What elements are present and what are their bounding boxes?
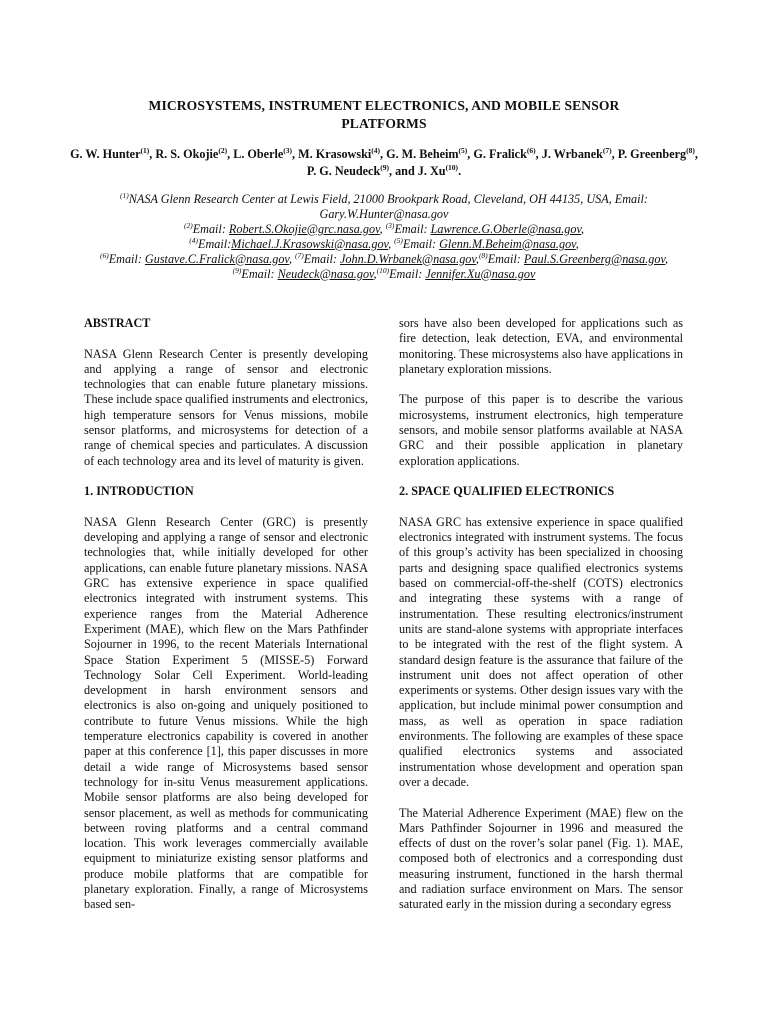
author-marker: (8) [686, 146, 695, 155]
email-address: Michael.J.Krasowski@nasa.gov [231, 236, 389, 251]
email-address: Neudeck@nasa.gov [277, 266, 374, 281]
affiliation-line [40, 192, 728, 207]
affiliation-block [40, 192, 728, 281]
block-gap [84, 469, 368, 484]
block-gap [399, 377, 683, 392]
email-marker: (8) [478, 250, 488, 260]
section-heading: 2. SPACE QUALIFIED ELECTRONICS [399, 484, 615, 499]
block-gap [84, 331, 368, 346]
author-name: R. S. Okojie [155, 147, 219, 161]
email-marker: (10) [376, 265, 390, 275]
block-gap [399, 790, 683, 805]
author-name: P. Greenberg [617, 147, 687, 161]
email-address: Jennifer.Xu@nasa.gov [425, 266, 536, 281]
email-separator: , [580, 221, 585, 236]
author-marker: (2) [218, 146, 228, 155]
email-address: Gustave.C.Fralick@nasa.gov [144, 251, 289, 266]
email-separator: , [388, 236, 395, 251]
author-marker: (4) [371, 146, 381, 155]
email-marker: (5) [394, 235, 403, 245]
email-marker: (7) [295, 250, 304, 260]
author-name: G. M. Beheim [386, 147, 459, 161]
author-separator: , [149, 147, 156, 161]
author-name: J. Xu [417, 163, 446, 178]
email-marker: (3) [385, 220, 395, 230]
author-separator: , [292, 147, 299, 161]
author-marker: (9) [380, 162, 389, 172]
author-separator: , [467, 147, 474, 161]
email-lines [40, 222, 728, 282]
email-label: Email: [389, 266, 426, 281]
author-list [70, 146, 698, 179]
email-marker: (6) [99, 250, 109, 260]
block-gap [399, 469, 683, 484]
email-marker: (2) [183, 220, 193, 230]
email-address: Paul.S.Greenberg@nasa.gov [523, 251, 665, 266]
email-line [40, 252, 728, 267]
email-separator: , [575, 236, 579, 251]
author-name: P. G. Neudeck [306, 163, 381, 178]
email-separator: , [288, 251, 296, 266]
author-marker: (7) [602, 146, 612, 155]
author-separator: , [535, 147, 542, 161]
author-name: L. Oberle [233, 147, 284, 161]
block-gap [399, 500, 683, 515]
email-separator: , [379, 221, 386, 236]
author-name: M. Krasowski [298, 147, 372, 161]
email-label: Email: [192, 221, 229, 236]
author-separator: , and [388, 163, 418, 178]
email-separator: , [373, 266, 377, 281]
email-address: Lawrence.G.Oberle@nasa.gov [430, 221, 581, 236]
author-marker: (1) [140, 146, 150, 155]
body-paragraph: The purpose of this paper is to describe the various microsystems, instrument electronics, high temperature sensors, and mobile sensor platforms available at NASA GRC and their possible application in planetary exploration applications. [399, 392, 683, 468]
email-address: Glenn.M.Beheim@nasa.gov [439, 236, 576, 251]
author-name: J. Wrbanek [541, 147, 603, 161]
email-address: Robert.S.Okojie@grc.nasa.gov [228, 221, 380, 236]
affiliation-marker: (1) [120, 191, 129, 200]
author-separator: . [458, 163, 462, 178]
email-line [40, 237, 728, 252]
author-separator: , [227, 147, 234, 161]
section-heading: 1. INTRODUCTION [84, 484, 194, 499]
email-line [40, 267, 728, 282]
email-label: Email: [108, 251, 145, 266]
email-label: Email: [198, 236, 232, 251]
email-label: Email: [303, 251, 340, 266]
body-paragraph: The Material Adherence Experiment (MAE) flew on the Mars Pathfinder Sojourner in 1996 and measured the effects of dust on the rover’s solar panel (Fig. 1). MAE, composed both of electronics and a corresponding dust measuring instrument, functioned in the harsh thermal and radiation surface environment on Mars. The sensor saturated early in the mission during a secondary egress [399, 805, 683, 912]
title-line-1: MICROSYSTEMS, INSTRUMENT ELECTRONICS, AND MOBILE SENSOR [148, 98, 620, 113]
email-address: John.D.Wrbanek@nasa.gov [340, 251, 476, 266]
body-paragraph: sors have also been developed for applications such as fire detection, leak detection, EVA, and environmental monitoring. These microsystems also have applications in planetary exploration missions. [399, 316, 683, 376]
left-column [84, 316, 368, 913]
author-name: G. Fralick [473, 147, 527, 161]
title-line-2: PLATFORMS [341, 116, 427, 131]
email-label: Email: [487, 251, 524, 266]
email-separator: , [475, 251, 479, 266]
right-column [399, 316, 683, 913]
author-marker: (10) [445, 162, 459, 172]
affiliation-text: NASA Glenn Research Center at Lewis Field, 21000 Brookpark Road, Cleveland, OH 44135, USA, Email: [128, 192, 648, 206]
email-separator: , [664, 251, 669, 266]
author-marker: (6) [526, 146, 536, 155]
email-label: Email: [394, 221, 431, 236]
section-heading: ABSTRACT [84, 316, 151, 330]
body-paragraph: NASA Glenn Research Center is presently developing and applying a range of sensor and electronic technologies that can enable future planetary missions. These include space qualified instruments and electronics, high temperature sensors for Venus missions, mobile sensor platforms, and microsystems for detection of a range of chemical species and particulates. A discussion of each technology area and its level of maturity is given. [84, 346, 368, 468]
email-line [40, 222, 728, 237]
author-marker: (5) [458, 146, 468, 155]
body-paragraph: NASA Glenn Research Center (GRC) is presently developing and applying a range of sensor and electronic technologies that, while initially developed for other applications, can enable future planetary missions. NASA GRC has extensive experience in space qualified electronics integrated with instrument systems. This experience ranges from the Material Adherence Experiment (MAE), which flew on the Mars Pathfinder Sojourner in 1996, to the recent Materials International Space Station Experiment 5 (MISSE-5) Forward Technology Solar Cell Experiment. World-leading development in harsh environment sensors and electronics is also on-going and uniquely positioned to contribute to future Venus missions. While the high temperature electronics capability is covered in another paper at this conference [1], this paper discusses in more detail a wide range of Microsystems based sensor technology for in-situ Venus measurement applications. Mobile sensor platforms are also being developed for sensor placement, as well as methods for communicating between roving platforms and a central command location. This work leverages commercially available equipment to miniaturize existing sensor platforms and produce mobile platforms that are compatible for planetary exploration. Finally, a range of Microsystems based sen- [84, 514, 368, 912]
paper-title [90, 97, 678, 133]
email-label: Email: [241, 266, 278, 281]
email-marker: (4) [189, 235, 198, 245]
affiliation-email: Gary.W.Hunter@nasa.gov [319, 206, 449, 221]
email-label: Email: [402, 236, 440, 251]
author-separator: , [380, 147, 387, 161]
author-name: G. W. Hunter [70, 147, 141, 161]
email-marker: (9) [232, 265, 242, 275]
author-separator: , [611, 147, 618, 161]
author-separator: , [694, 147, 698, 161]
block-gap [84, 500, 368, 515]
author-marker: (3) [283, 146, 293, 155]
body-paragraph: NASA GRC has extensive experience in space qualified electronics integrated with instrument systems. The focus of this group’s activity has been specialized in choosing parts and designing space qualified electronics systems based on commercial-off-the-shelf (COTS) electronics and integrating these systems with a range of instrumentation. These resulting electronics/instrument units are stand-alone systems with appropriate interfaces to be integrated with the rest of the flight system. A standard design feature is the assurance that failure of the instrument unit does not affect operation of other experiments or systems. Other design issues vary with the application, but include minimal power consumption and mass, as well as operation in space radiation environments. The following are examples of these space qualified electronics systems and associated instrumentation whose development and operation span over a decade. [399, 514, 683, 789]
